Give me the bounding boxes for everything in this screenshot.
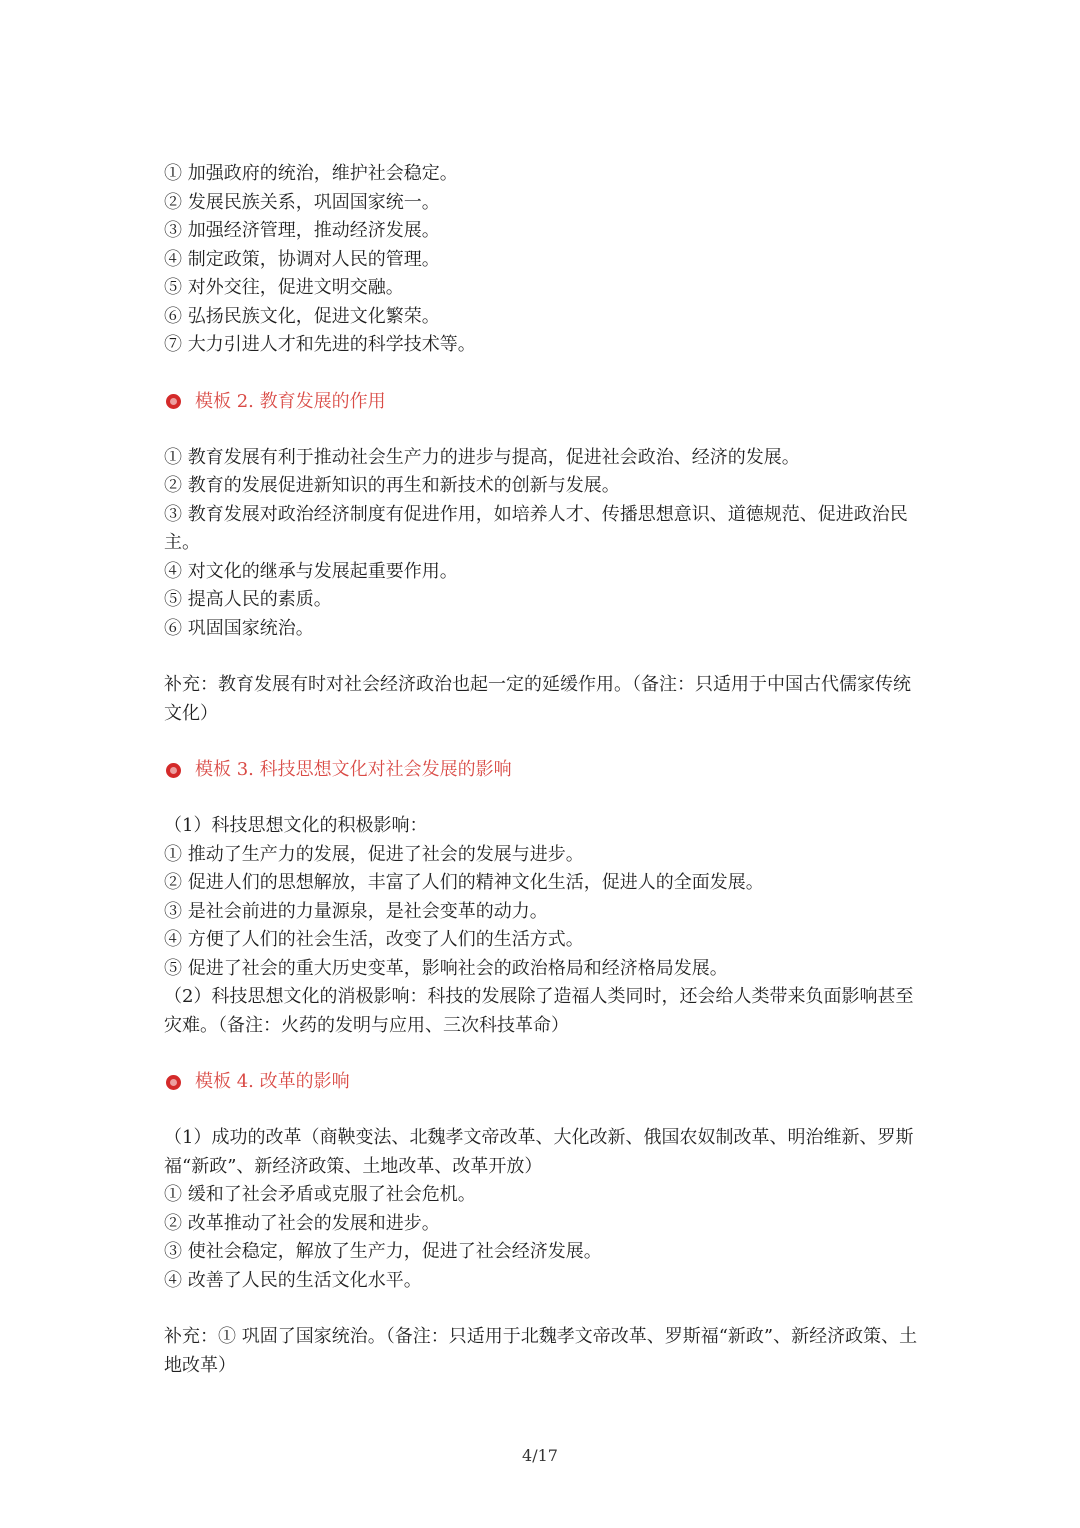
list-item: ① 教育发展有利于推动社会生产力的进步与提高，促进社会政治、经济的发展。 — [164, 446, 800, 468]
section2-supplement: 补充：教育发展有时对社会经济政治也起一定的延缓作用。（备注：只适用于中国古代儒家传统文化） — [164, 674, 911, 724]
list-item: ① 推动了生产力的发展，促进了社会的发展与进步。 — [164, 843, 584, 865]
section4-heading-text: 模板 4. 改革的影响 — [195, 1071, 350, 1092]
list-item: ⑤ 提高人民的素质。 — [164, 589, 332, 610]
list-item: ① 加强政府的统治，维护社会稳定。 — [164, 163, 458, 184]
section1-list — [164, 160, 924, 360]
red-bullet-icon — [166, 1075, 181, 1090]
list-item: ② 促进人们的思想解放，丰富了人们的精神文化生活，促进人的全面发展。 — [164, 872, 764, 893]
section3-heading-text: 模板 3. 科技思想文化对社会发展的影响 — [195, 759, 512, 780]
page-number: 4/17 — [522, 1446, 558, 1465]
list-item: ③ 教育发展对政治经济制度有促进作用，如培养人才、传播思想意识、道德规范、促进政治民主。 — [164, 503, 908, 553]
section3-negative: （2）科技思想文化的消极影响：科技的发展除了造福人类同时，还会给人类带来负面影响甚至灾难。（备注：火药的发明与应用、三次科技革命） — [164, 986, 914, 1036]
list-item: ② 发展民族关系，巩固国家统一。 — [164, 191, 440, 213]
section3-list — [164, 841, 924, 984]
list-item: ④ 对文化的继承与发展起重要作用。 — [164, 560, 458, 582]
list-item: ⑦ 大力引进人才和先进的科学技术等。 — [164, 334, 476, 355]
list-item: ⑥ 弘扬民族文化，促进文化繁荣。 — [164, 305, 440, 327]
list-item: ④ 制定政策，协调对人民的管理。 — [164, 248, 440, 270]
section2-heading — [164, 388, 924, 416]
list-item: ③ 是社会前进的力量源泉，是社会变革的动力。 — [164, 900, 548, 922]
document-body — [164, 160, 924, 1380]
section4-heading — [164, 1068, 924, 1096]
list-item: ③ 使社会稳定，解放了生产力，促进了社会经济发展。 — [164, 1241, 602, 1262]
list-item: ④ 方便了人们的社会生活，改变了人们的生活方式。 — [164, 929, 584, 950]
list-item: ⑤ 促进了社会的重大历史变革，影响社会的政治格局和经济格局发展。 — [164, 957, 728, 979]
list-item: ③ 加强经济管理，推动经济发展。 — [164, 220, 440, 241]
section4-list — [164, 1181, 924, 1295]
section2-heading-text: 模板 2. 教育发展的作用 — [195, 390, 386, 412]
section4-supplement: 补充：① 巩固了国家统治。（备注：只适用于北魏孝文帝改革、罗斯福“新政”、新经济政策、土地改革） — [164, 1326, 918, 1376]
red-bullet-icon — [166, 763, 181, 778]
section4-subheading: （1）成功的改革（商鞅变法、北魏孝文帝改革、大化改新、俄国农奴制改革、明治维新、罗斯福“新政”、新经济政策、土地改革、改革开放） — [164, 1127, 914, 1177]
list-item: ① 缓和了社会矛盾或克服了社会危机。 — [164, 1184, 476, 1205]
section3-heading — [164, 756, 924, 784]
red-bullet-icon — [166, 394, 181, 409]
list-item: ⑤ 对外交往，促进文明交融。 — [164, 277, 404, 298]
list-item: ② 改革推动了社会的发展和进步。 — [164, 1212, 440, 1234]
section2-list — [164, 444, 924, 644]
list-item: ④ 改善了人民的生活文化水平。 — [164, 1269, 422, 1291]
list-item: ② 教育的发展促进新知识的再生和新技术的创新与发展。 — [164, 475, 620, 496]
list-item: ⑥ 巩固国家统治。 — [164, 617, 314, 639]
section3-positive-subheading: （1）科技思想文化的积极影响： — [164, 815, 428, 836]
